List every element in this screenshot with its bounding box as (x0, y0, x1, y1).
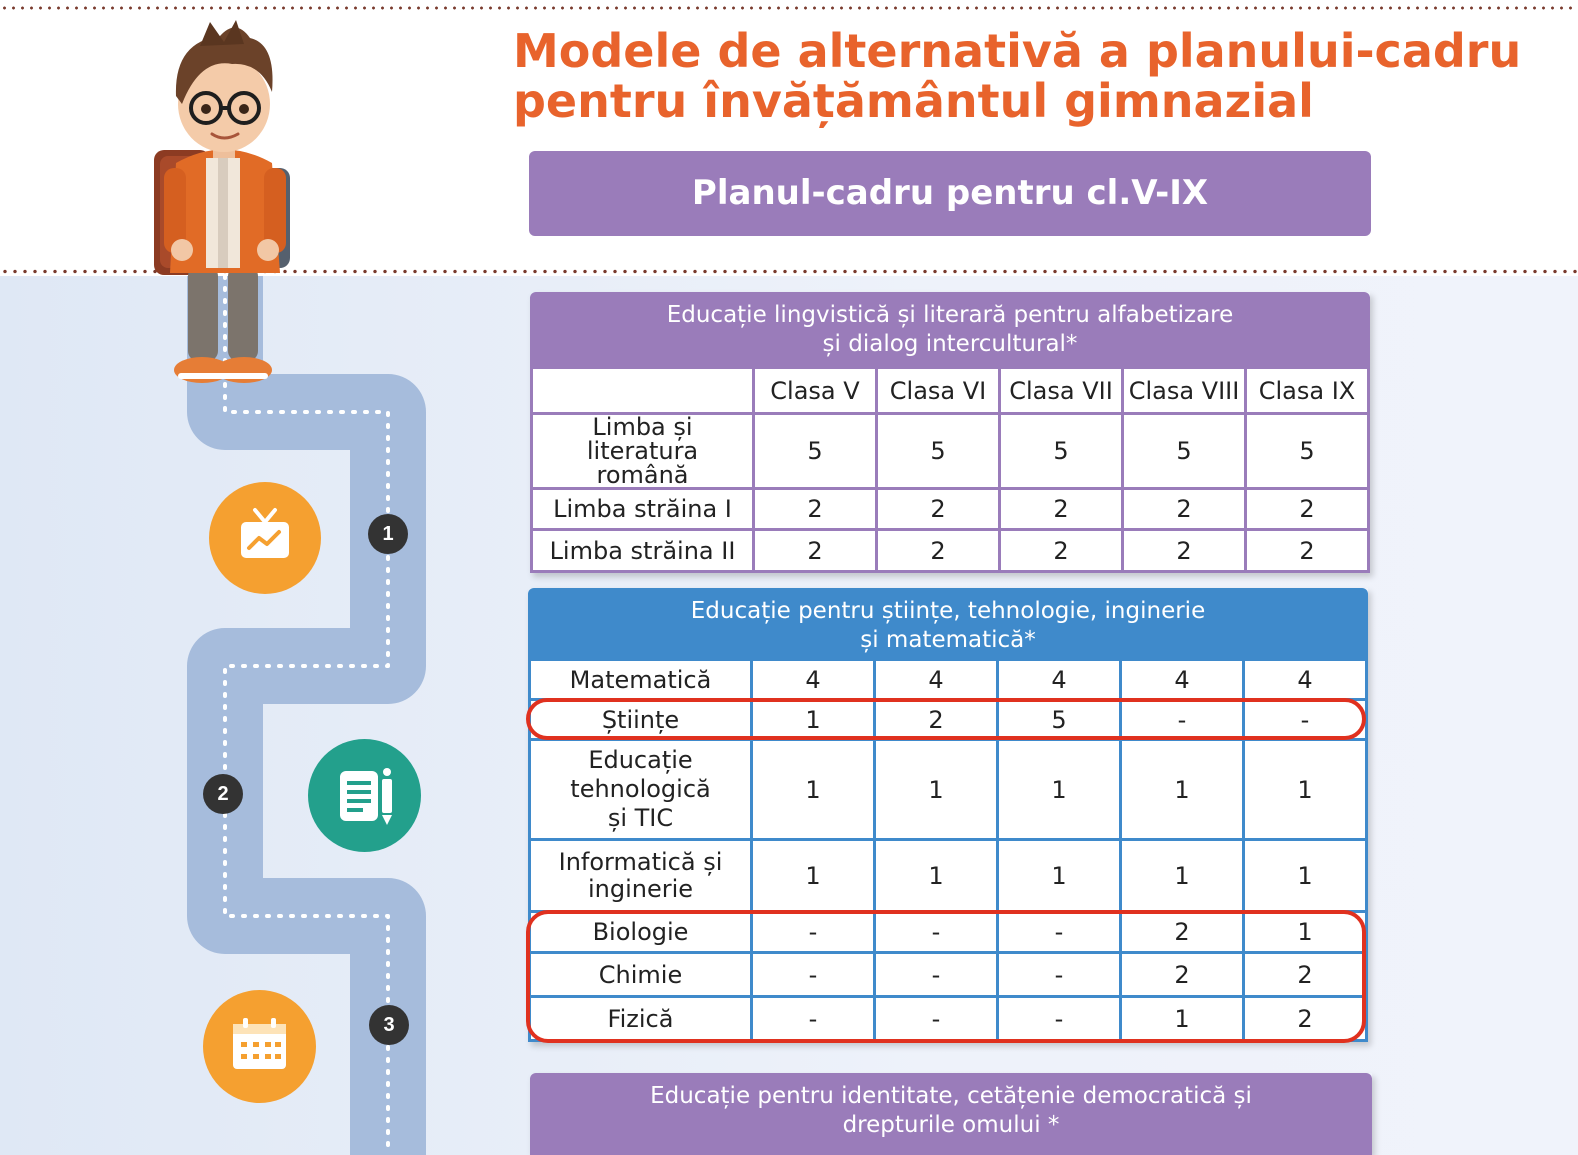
step-2-circle (308, 739, 421, 852)
value-cell: 2 (1000, 489, 1123, 530)
table-header-line-1: Educație pentru științe, tehnologie, inginerie (690, 598, 1206, 624)
table-row (530, 740, 1367, 840)
subject-line: Limba și literatura (586, 413, 699, 465)
value-cell: 5 (998, 700, 1121, 740)
student-character-illustration (140, 18, 310, 388)
value-cell: 1 (1244, 840, 1367, 912)
table-header (528, 588, 1368, 658)
value-cell: 1 (1121, 740, 1244, 840)
subject-cell (532, 414, 754, 489)
table-header-line-1: Educație lingvistică și literară pentru alfabetizare (666, 302, 1234, 328)
table-header-line-2: și matematică* (860, 627, 1036, 653)
value-cell: 1 (752, 840, 875, 912)
value-cell: 1 (875, 840, 998, 912)
value-cell: 1 (1244, 912, 1367, 953)
value-cell: - (1244, 700, 1367, 740)
tv-chart-icon (209, 482, 321, 594)
table-header (530, 292, 1370, 366)
value-cell: 4 (752, 660, 875, 700)
highlight-biology-chemistry-physics-rows (526, 910, 1366, 1043)
value-cell: - (752, 997, 875, 1041)
subject-cell: Biologie (530, 912, 752, 953)
value-cell: 2 (1244, 953, 1367, 997)
value-cell: - (875, 997, 998, 1041)
step-3-badge: 3 (369, 1005, 409, 1045)
value-cell: 1 (1244, 740, 1367, 840)
table-row (530, 840, 1367, 912)
subject-cell: Științe (530, 700, 752, 740)
subject-cell: Fizică (530, 997, 752, 1041)
column-header: Clasa VI (877, 368, 1000, 414)
value-cell: 1 (1121, 840, 1244, 912)
value-cell: 5 (754, 414, 877, 489)
subject-line: tehnologică (570, 775, 711, 803)
table-row (532, 489, 1369, 530)
subject-cell: Chimie (530, 953, 752, 997)
subject-line: inginerie (587, 874, 694, 903)
table-header (530, 1073, 1372, 1155)
value-cell: 2 (1246, 530, 1369, 572)
value-cell: 5 (1000, 414, 1123, 489)
value-cell: 5 (1123, 414, 1246, 489)
value-cell: 2 (1246, 489, 1369, 530)
value-cell: 4 (875, 660, 998, 700)
identity-citizenship-table (530, 1073, 1372, 1155)
value-cell: 2 (1244, 997, 1367, 1041)
value-cell: 2 (1000, 530, 1123, 572)
value-cell: - (875, 953, 998, 997)
table-row (532, 530, 1369, 572)
value-cell: - (998, 997, 1121, 1041)
notes-pencil-icon (308, 739, 421, 852)
column-header: Clasa IX (1246, 368, 1369, 414)
table-column-header-row (532, 368, 1369, 414)
subject-line: și TIC (607, 804, 674, 832)
column-header (532, 368, 754, 414)
table-header-line-2: și dialog intercultural* (822, 331, 1078, 357)
highlight-stiinte-row (526, 698, 1366, 740)
value-cell: 1 (875, 740, 998, 840)
step-1-badge: 1 (368, 514, 408, 554)
value-cell: 2 (877, 489, 1000, 530)
table-row (532, 414, 1369, 489)
value-cell: 1 (1121, 997, 1244, 1041)
value-cell: 2 (1121, 912, 1244, 953)
value-cell: 2 (754, 489, 877, 530)
subject-line: Educație (588, 746, 693, 774)
value-cell: - (875, 912, 998, 953)
value-cell: 2 (875, 700, 998, 740)
subject-cell: Limba străina II (532, 530, 754, 572)
table-header-line-2: drepturile omului * (842, 1112, 1060, 1138)
page-title-line-2: pentru învățământul gimnazial (513, 74, 1314, 128)
calendar-icon (203, 990, 316, 1103)
step-3-circle (203, 990, 316, 1103)
value-cell: - (1121, 700, 1244, 740)
language-education-table (530, 292, 1370, 573)
value-cell: 1 (752, 700, 875, 740)
value-cell: 2 (754, 530, 877, 572)
page-title-line-1: Modele de alternativă a planului-cadru (513, 24, 1522, 78)
value-cell: 1 (998, 740, 1121, 840)
value-cell: - (752, 953, 875, 997)
column-header: Clasa VII (1000, 368, 1123, 414)
subject-cell (530, 740, 752, 840)
table-row (530, 660, 1367, 700)
value-cell: 2 (1121, 953, 1244, 997)
column-header: Clasa V (754, 368, 877, 414)
subject-cell (530, 840, 752, 912)
value-cell: 4 (1244, 660, 1367, 700)
value-cell: 2 (877, 530, 1000, 572)
page-title (513, 24, 1522, 128)
top-dotted-divider (0, 6, 1578, 10)
value-cell: 1 (998, 840, 1121, 912)
value-cell: 2 (1123, 530, 1246, 572)
value-cell: 1 (752, 740, 875, 840)
subject-line: Informatică și (558, 847, 723, 876)
value-cell: - (998, 953, 1121, 997)
step-1-circle (209, 482, 321, 594)
value-cell: - (998, 912, 1121, 953)
value-cell: 5 (1246, 414, 1369, 489)
subject-line: română (596, 461, 689, 489)
step-2-badge: 2 (203, 774, 243, 814)
value-cell: 4 (1121, 660, 1244, 700)
plan-banner: Planul-cadru pentru cl.V-IX (529, 151, 1371, 236)
subject-cell: Matematică (530, 660, 752, 700)
subject-cell: Limba străina I (532, 489, 754, 530)
value-cell: 5 (877, 414, 1000, 489)
value-cell: 4 (998, 660, 1121, 700)
value-cell: 2 (1123, 489, 1246, 530)
table-header-line-1: Educație pentru identitate, cetățenie democratică și (650, 1083, 1252, 1109)
column-header: Clasa VIII (1123, 368, 1246, 414)
value-cell: - (752, 912, 875, 953)
